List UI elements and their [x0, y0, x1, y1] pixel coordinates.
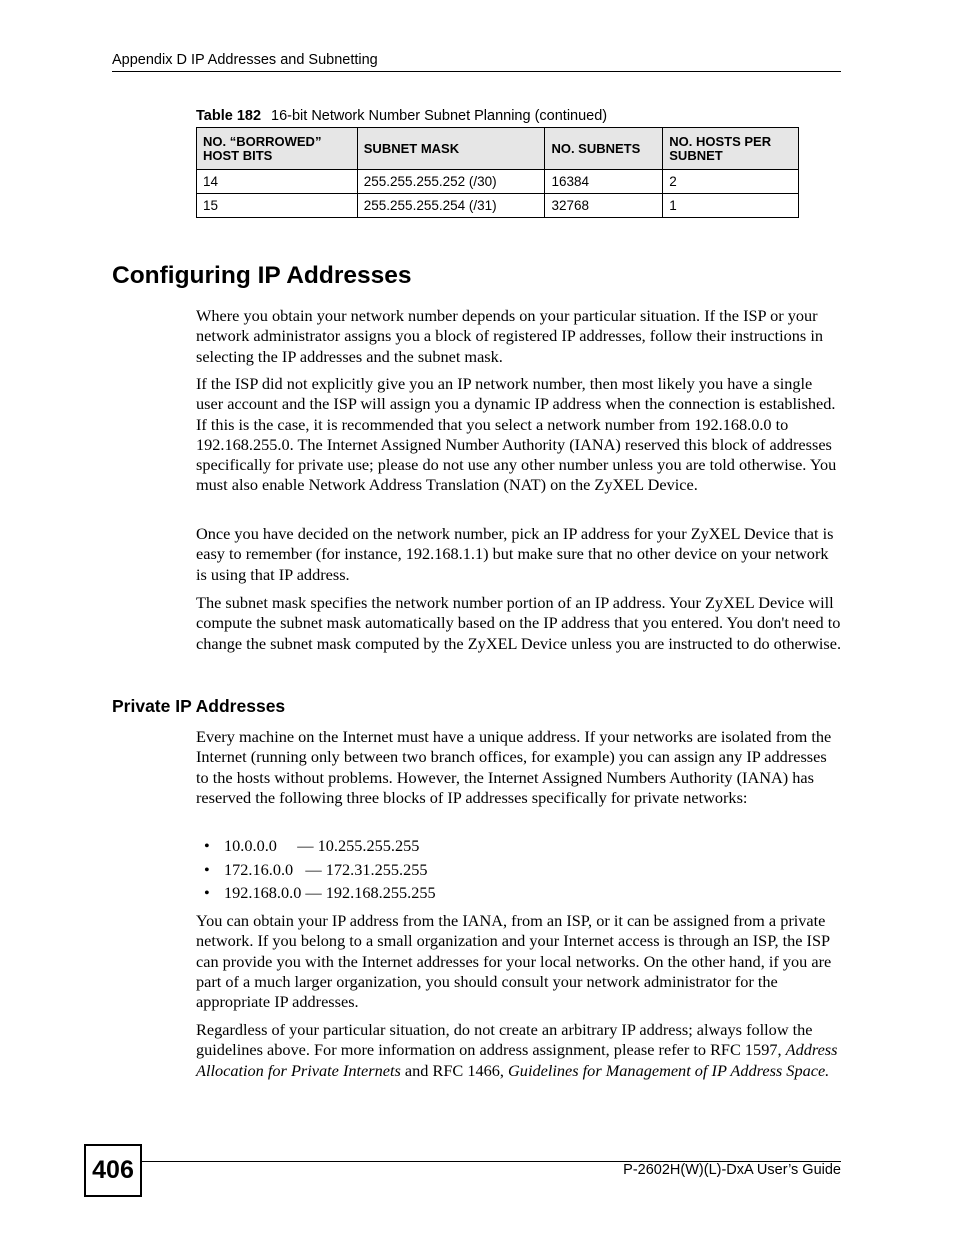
table-cell: 255.255.255.254 (/31) [357, 194, 545, 218]
table-cell: 32768 [545, 194, 663, 218]
bullet: • [204, 883, 210, 903]
list-item [196, 836, 436, 860]
rfc-text-part2: and RFC 1466, [400, 1060, 509, 1080]
header-borrowed-host-bits: NO. “BORROWED” HOST BITS [197, 128, 358, 170]
subsection-title: Private IP Addresses [112, 696, 286, 716]
paragraph-obtain-ip: You can obtain your IP address from the IANA, from an ISP, or it can be assigned from a private network. If you belong to a small organization and your Internet access is through an ISP, the ISP can provide you with the Internet addresses for your local networks. On the other hand, if you are part of a much larger organization, you should consult your network administrator for the appropriate IP addresses. [196, 911, 832, 1012]
table-row [197, 170, 799, 194]
paragraph-private-intro: Every machine on the Internet must have a unique address. If your networks are isolated from the Internet (running only between two branch offices, for example) you can assign any IP addresses to the hosts without problems. However, the Internet Assigned Numbers Authority (IANA) has reserved the following three blocks of IP addresses specifically for private networks: [196, 727, 832, 807]
table-caption [196, 108, 607, 124]
bullet: • [204, 836, 210, 855]
header-no-hosts-per-subnet: NO. HOSTS PER SUBNET [663, 128, 799, 170]
header-subnet-mask: SUBNET MASK [357, 128, 545, 170]
ip-block-text: 192.168.0.0 — 192.168.255.255 [224, 883, 436, 903]
running-header: Appendix D IP Addresses and Subnetting [112, 52, 378, 68]
table-row [197, 194, 799, 218]
section-title: Configuring IP Addresses [112, 262, 412, 289]
paragraph-dynamic-ip: If the ISP did not explicitly give you an IP network number, then most likely you have a single user account and the ISP will assign you a dynamic IP address when the connection is established. If this is the case, it is recommended that you select a network number from 192.168.0.0 to 192.168.255.0. The Internet Assigned Number Authority (IANA) reserved this block of addresses specifically for private use; please do not use any other number unless you are told otherwise. You must also enable Network Address Translation (NAT) on the ZyXEL Device. [196, 374, 837, 495]
rfc-text-part1: Regardless of your particular situation, do not create an arbitrary IP address; always follow the guidelines above. For more information on address assignment, please refer to RFC 1597, [196, 1020, 813, 1060]
table-cell: 1 [663, 194, 799, 218]
table-cell: 2 [663, 170, 799, 194]
table-header-row [197, 128, 799, 170]
table-cell: 16384 [545, 170, 663, 194]
paragraph-isp-block: Where you obtain your network number depends on your particular situation. If the ISP or your network administrator assigns you a block of registered IP addresses, follow their instructions in selecting the IP addresses and the subnet mask. [196, 306, 824, 366]
paragraph-pick-ip: Once you have decided on the network number, pick an IP address for your ZyXEL Device that is easy to remember (for instance, 192.168.1.1) but make sure that no other device on your network is using that IP address. [196, 524, 834, 584]
table-cell: 15 [197, 194, 358, 218]
paragraph-subnet-mask: The subnet mask specifies the network number portion of an IP address. Your ZyXEL Device will compute the subnet mask automatically based on the IP address that you entered. You don't need to change the subnet mask computed by the ZyXEL Device unless you are instructed to do otherwise. [196, 593, 842, 653]
header-rule [112, 71, 841, 72]
list-item [196, 883, 436, 907]
table-caption-text: 16-bit Network Number Subnet Planning (continued) [271, 108, 608, 124]
paragraph-rfc-references [196, 1020, 842, 1081]
ip-block-text: 10.0.0.0 — 10.255.255.255 [224, 836, 420, 855]
page-number: 406 [84, 1144, 142, 1197]
header-no-subnets: NO. SUBNETS [545, 128, 663, 170]
private-ip-block-list [196, 836, 436, 907]
rfc-1597-title: Address Allocation for Private Internets [196, 1040, 838, 1080]
rfc-1466-title: Guidelines for Management of IP Address Space. [508, 1060, 830, 1080]
bullet: • [204, 859, 210, 879]
table-cell: 14 [197, 170, 358, 194]
subnet-planning-table [196, 127, 799, 218]
ip-block-text: 172.16.0.0 — 172.31.255.255 [224, 859, 428, 879]
table-cell: 255.255.255.252 (/30) [357, 170, 545, 194]
list-item [196, 860, 436, 884]
table-caption-label: Table 182 [196, 108, 262, 124]
guide-title: P-2602H(W)(L)-DxA User’s Guide [623, 1162, 841, 1178]
